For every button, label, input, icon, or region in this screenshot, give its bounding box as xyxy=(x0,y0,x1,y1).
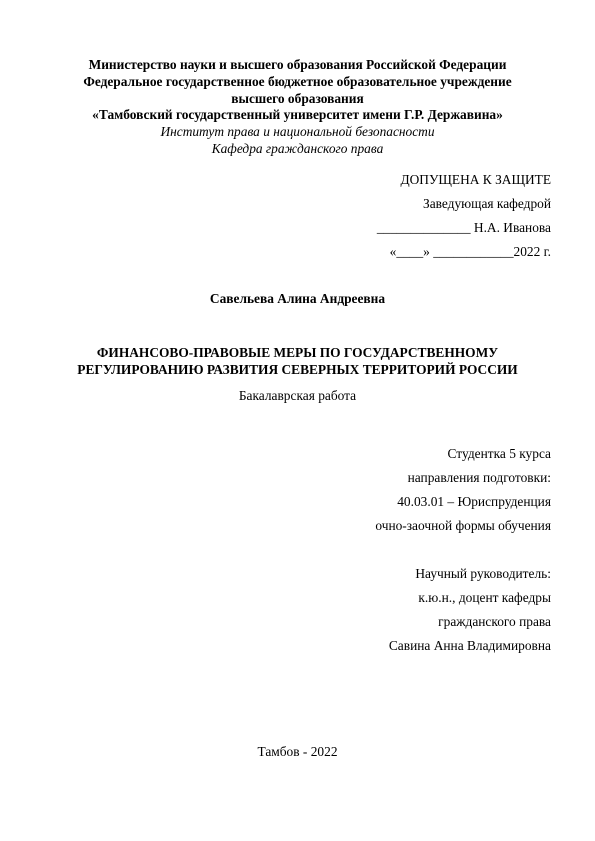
approval-role: Заведующая кафедрой xyxy=(423,196,551,211)
city-year: Тамбов - 2022 xyxy=(257,744,338,759)
supervisor-degree: к.ю.н., доцент кафедры xyxy=(418,590,551,605)
student-year: Студентка 5 курса xyxy=(447,446,551,461)
author-name: Савельева Алина Андреевна xyxy=(209,291,386,306)
supervisor-name: Савина Анна Владимировна xyxy=(388,638,551,653)
supervisor-label: Научный руководитель: xyxy=(415,566,551,581)
university-name: «Тамбовский государственный университет имени Г.Р. Державина» xyxy=(92,107,503,122)
approval-date: «____» ____________2022 г. xyxy=(389,244,551,259)
supervisor-department: гражданского права xyxy=(438,614,551,629)
institution-type-line: Федеральное государственное бюджетное образовательное учреждение xyxy=(83,74,512,89)
education-level-line: высшего образования xyxy=(231,91,364,106)
approval-signature: ______________ Н.А. Иванова xyxy=(376,220,551,235)
approval-status: ДОПУЩЕНА К ЗАЩИТЕ xyxy=(400,172,551,187)
ministry-line: Министерство науки и высшего образования Российской Федерации xyxy=(88,57,507,72)
student-direction-label: направления подготовки: xyxy=(407,470,551,485)
thesis-title-line2: РЕГУЛИРОВАНИЮ РАЗВИТИЯ СЕВЕРНЫХ ТЕРРИТОРИЙ РОССИИ xyxy=(77,362,518,377)
institute-name: Институт права и национальной безопасности xyxy=(160,124,435,139)
thesis-type: Бакалаврская работа xyxy=(238,388,357,403)
student-direction: 40.03.01 – Юриспруденция xyxy=(397,494,551,509)
thesis-title-line1: ФИНАНСОВО-ПРАВОВЫЕ МЕРЫ ПО ГОСУДАРСТВЕННОМУ xyxy=(96,345,499,360)
student-study-form: очно-заочной формы обучения xyxy=(375,518,551,533)
department-name: Кафедра гражданского права xyxy=(211,141,384,156)
